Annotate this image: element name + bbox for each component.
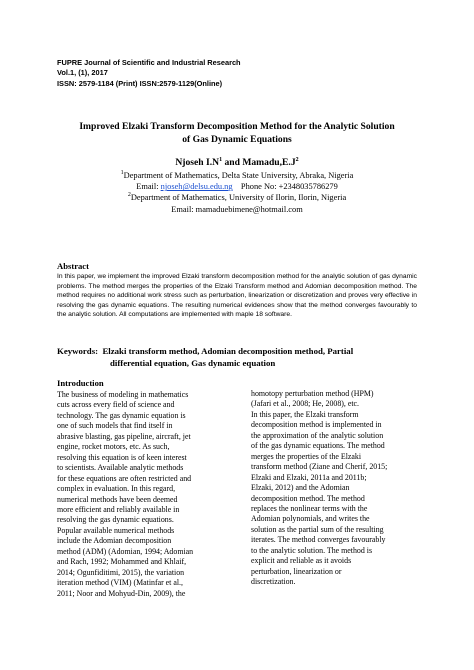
text-line: Elzaki and Elzaki, 2011a and 2011b; — [251, 472, 367, 482]
journal-header — [57, 58, 241, 89]
contact-2: Email: mamaduebimene@hotmail.com — [171, 204, 303, 214]
text-line: for these equations are often restricted and — [57, 473, 192, 483]
introduction-left-column — [57, 390, 229, 599]
text-line: numerical methods have been deemed — [57, 494, 178, 504]
author-1: Njoseh I.N — [175, 157, 220, 168]
affiliations — [40, 170, 434, 215]
text-line: 2014; Ogunfiditimi, 2015), the variation — [57, 567, 185, 577]
text-line: engine, rocket motors, etc. As such, — [57, 442, 170, 452]
text-line: method (ADM) (Adomian, 1994; Adomian — [57, 546, 194, 556]
text-line: Adomian polynomials, and writes the — [251, 514, 370, 524]
journal-volume: Vol.1, (1), 2017 — [57, 68, 108, 78]
title-line-1: Improved Elzaki Transform Decomposition Method for the Analytic Solution — [79, 121, 395, 132]
affiliation-1-text: Department of Mathematics, Delta State University, Abraka, Nigeria — [123, 171, 354, 180]
text-line: homotopy perturbation method (HPM) — [251, 389, 374, 398]
abstract-heading: Abstract — [57, 261, 89, 271]
text-line: explicit and reliable as it avoids — [251, 556, 352, 566]
text-line: complex in evaluation. In this regard, — [57, 484, 176, 494]
author-separator: and — [222, 157, 243, 168]
text-line: In this paper, the Elzaki transform — [251, 409, 359, 419]
text-line: cuts across every field of science and — [57, 400, 175, 410]
text-line: resolving this equation is of keen interest — [57, 452, 187, 462]
text-line: solution as the partial sum of the resulting — [251, 524, 384, 534]
journal-name: FUPRE Journal of Scientific and Industrial Research — [57, 58, 241, 67]
text-line: transform method (Ziane and Cherif, 2015; — [251, 462, 388, 472]
introduction-heading: Introduction — [57, 378, 104, 388]
text-line: to scientists. Available analytic methods — [57, 463, 184, 473]
text-line: one of such models that find itself in — [57, 421, 173, 431]
text-line: Elzaki, 2012) and the Adomian — [251, 483, 350, 493]
text-line: 2011; Noor and Mohyud-Din, 2009), the — [57, 588, 186, 598]
affiliation-2-marker: 2 — [127, 192, 131, 199]
text-line: Popular available numerical methods — [57, 525, 175, 535]
paper-title — [40, 120, 434, 146]
text-line: The business of modeling in mathematics — [57, 390, 189, 399]
text-line: resolving the gas dynamic equations. — [57, 515, 174, 525]
text-line: more efficient and reliably available in — [57, 504, 180, 514]
text-line: include the Adomian decomposition — [57, 536, 172, 546]
text-line: perturbation, linearization or — [251, 566, 342, 576]
affiliation-2-text: Department of Mathematics, University of Ilorin, Ilorin, Nigeria — [130, 193, 347, 203]
email-label: Email: — [136, 182, 161, 192]
affiliation-1 — [40, 170, 434, 181]
authors — [40, 157, 434, 169]
text-line: iterates. The method converges favourably — [251, 535, 386, 545]
text-line: merges the properties of the Elzaki — [251, 451, 362, 461]
text-line: technology. The gas dynamic equation is — [57, 410, 186, 420]
abstract-text: In this paper, we implement the improved Elzaki transform decomposition method for the analytic solution of gas dynamic problems. The method merges the properties of the Elzaki Transform method and Adomian decomposition method. The method requires no additional work stress such as perturbation, linearization or discretization and proves very effective in resolving the gas dynamic equations. The resulting numerical evidences show that the method converges favourably to the analytic solution. All computations are implemented with maple 18 software. — [57, 273, 417, 319]
text-line: and Rach, 1992; Mohammed and Khlaif, — [57, 557, 187, 567]
title-line-2: of Gas Dynamic Equations — [182, 134, 292, 145]
email-link[interactable]: njoseh@delsu.edu.ng — [160, 182, 233, 192]
text-line: of the gas dynamic equations. The method — [251, 441, 385, 451]
author-2: Mamadu,E.J — [242, 157, 296, 168]
affiliation-1-marker: 1 — [120, 170, 124, 177]
text-line: (Jafari et al., 2008; He, 2008), etc. — [251, 399, 360, 409]
affiliation-2 — [40, 192, 434, 203]
keywords-line-2: differential equation, Gas dynamic equation — [110, 358, 276, 368]
text-line: to the analytic solution. The method is — [251, 545, 373, 555]
introduction-right-column — [251, 389, 419, 588]
phone-number: Phone No: +2348035786279 — [240, 182, 338, 192]
journal-issn: ISSN: 2579-1184 (Print) ISSN:2579-1129(Online) — [57, 78, 223, 88]
text-line: decomposition method. The method — [251, 493, 365, 503]
author-2-marker: 2 — [295, 156, 299, 163]
text-line: discretization. — [251, 577, 296, 587]
text-line: decomposition method is implemented in — [251, 420, 382, 430]
keywords — [57, 345, 419, 369]
text-line: the approximation of the analytic solution — [251, 430, 384, 440]
text-line: replaces the nonlinear terms with the — [251, 503, 368, 513]
text-line: abrasive blasting, gas pipeline, aircraft, jet — [57, 431, 191, 441]
contact-1 — [40, 181, 434, 192]
author-1-marker: 1 — [219, 156, 223, 163]
text-line: iteration method (VIM) (Matinfar et al., — [57, 578, 183, 588]
keywords-line-1: Keywords: Elzaki transform method, Adomian decomposition method, Partial — [57, 346, 354, 356]
